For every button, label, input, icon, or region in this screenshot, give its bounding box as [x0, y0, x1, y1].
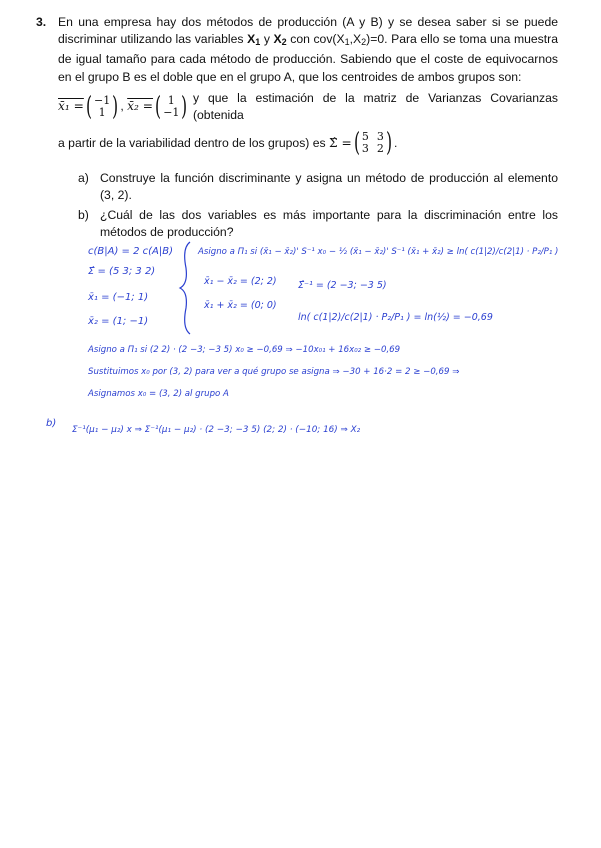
cov-mid: ,X — [349, 32, 362, 47]
item-a-label: a) — [78, 171, 89, 186]
variable-x2-sub: 2 — [281, 37, 287, 48]
statement-part-3b: a partir de la variabilidad dentro de los grupos) es — [58, 135, 329, 150]
sigma-r2c1: 3 — [361, 142, 369, 156]
sigma-r1c2: 3 — [376, 130, 384, 144]
hw-log-ratio: ln( c(1|2)/c(2|1) · P₂/P₁ ) = ln(½) = −0,69 — [298, 312, 493, 323]
xbar2-label: x̄₂ = — [127, 99, 154, 114]
hw-assign-rule: Asigno a Π₁ si (x̄₁ − x̄₂)' S⁻¹ x₀ − ½ (x̄₁ − x̄₂)' S⁻¹ (x̄₁ + x̄₂) ≥ ln( c(1|2)/c(2|1) · P₂/P₁ ) — [198, 247, 559, 257]
xbar1-vector: ( −1 1 ) — [85, 92, 119, 123]
sigma-matrix: ( 5 3 3 2 ) — [353, 128, 392, 159]
problem-3 — [36, 14, 558, 243]
xbar1-value-1: −1 — [94, 94, 111, 108]
statement-part-2: )=0. Para ello se toma una muestra de igual tamaño para cada método de producción. Sabiendo que el coste de equivocarnos en el grupo B es el doble que en el grupo A, que los centroides de ambos grupos son: — [58, 32, 558, 84]
problem-statement — [58, 14, 558, 159]
conjunction-y: y — [263, 32, 270, 47]
sigma-r1c1: 5 — [361, 130, 369, 144]
statement-part-3a: y que la estimación de la matriz de Varianzas Covarianzas (obtenida — [192, 90, 558, 123]
handwritten-solution — [0, 228, 601, 458]
item-b-label: b) — [78, 207, 89, 222]
hw-brace — [180, 242, 190, 334]
variable-x2: X — [273, 32, 282, 47]
hw-conclusion: Asignamos x₀ = (3, 2) al grupo A — [88, 389, 229, 399]
problem-number: 3. — [36, 15, 47, 29]
sigma-end: . — [394, 135, 398, 150]
statement-part-1: En una empresa hay dos métodos de producción (A y B) y se desea saber si se puede discriminar utilizando las variables — [58, 15, 558, 47]
variable-x1: X — [247, 32, 256, 47]
cov-sub-2: 2 — [361, 37, 367, 48]
hw-sigma-inverse: Σ̂⁻¹ = (2 −3; −3 5) — [298, 280, 387, 291]
cov-text: con cov(X — [290, 32, 345, 47]
xbar2-value-1: 1 — [167, 94, 175, 108]
hw-diff: x̄₁ − x̄₂ = (2; 2) — [204, 276, 277, 287]
xbar2-vector: ( 1 −1 ) — [155, 92, 188, 123]
hw-cost-relation: c(B|A) = 2 c(A|B) — [88, 246, 174, 257]
item-a — [78, 170, 558, 204]
hw-assign-equation: Asigno a Π₁ si (2 2) · (2 −3; −3 5) x₀ ≥ −0,69 ⇒ −10x₀₁ + 16x₀₂ ≥ −0,69 — [88, 345, 401, 355]
sigma-line — [58, 128, 558, 159]
xbar2-value-2: −1 — [163, 106, 180, 120]
sigma-label: Σ̂ = — [329, 135, 352, 150]
hw-substitution: Sustituimos x₀ por (3, 2) para ver a qué grupo se asigna ⇒ −30 + 16·2 = 2 ≥ −0,69 ⇒ — [88, 367, 460, 377]
hw-xbar1: x̄₁ = (−1; 1) — [88, 292, 149, 303]
hw-xbar2: x̄₂ = (1; −1) — [88, 316, 149, 327]
variable-x1-sub: 1 — [255, 37, 261, 48]
hw-part-b-answer: Σ⁻¹(μ₁ − μ₂) x ⇒ Σ⁻¹(μ₁ − μ₂) · (2 −3; −3 5) (2; 2) · (−10; 16) ⇒ X₂ — [72, 425, 361, 435]
xbar1-value-2: 1 — [98, 106, 106, 120]
centroids-line: x̄₁ = ( −1 1 ) , x̄₂ = ( 1 −1 ) y que la estimación de la matriz de Varianzas Covarianzas (obtenida — [58, 90, 558, 124]
cov-sub-1: 1 — [344, 37, 350, 48]
item-a-text: Construye la función discriminante y asigna un método de producción al elemento (3, 2). — [100, 171, 558, 203]
item-b-text: ¿Cuál de las dos variables es más importante para la discriminación entre los métodos de producción? — [100, 207, 558, 239]
xbar1-label: x̄₁ = — [58, 99, 84, 114]
hw-sigma: Σ̂ = (5 3; 3 2) — [88, 266, 156, 277]
hw-part-b-label: b) — [46, 418, 57, 429]
hw-sum: x̄₁ + x̄₂ = (0; 0) — [204, 300, 277, 311]
sigma-r2c2: 2 — [376, 142, 384, 156]
